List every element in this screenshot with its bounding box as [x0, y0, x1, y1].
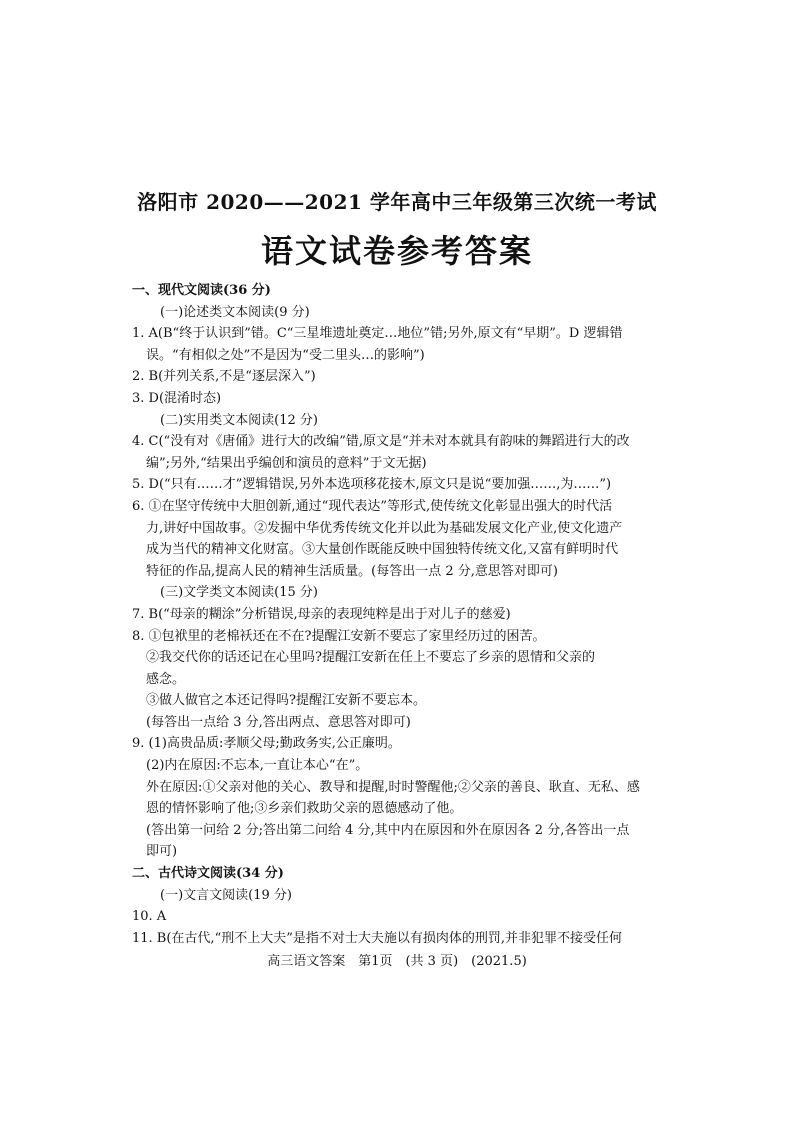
answer-line: 恩的情怀影响了他;③乡亲们救助父亲的恩德感动了他。 [146, 801, 463, 817]
answer-line: (答出第一问给 2 分;答出第二问给 4 分,其中内在原因和外在原因各 2 分,各答出一点 [146, 822, 630, 838]
answer-line: 成为当代的精神文化财富。③大量创作既能反映中国独特传统文化,又富有鲜明时代 [146, 542, 619, 558]
answer-line: 2. B(并列关系,不是“逐层深入”) [132, 369, 316, 385]
answer-line: 感念。 [146, 671, 186, 687]
exam-title: 洛阳市 2020——2021 学年高中三年级第三次统一考试 [137, 190, 657, 214]
answer-line: 即可) [146, 844, 178, 860]
answer-line: (一)论述类文本阅读(9 分) [160, 304, 310, 320]
page-footer: 高三语文答案 第1页 (共 3 页) (2021.5) [267, 954, 527, 969]
answer-line: (2)内在原因:不忘本,一直让本心“在”。 [146, 758, 369, 774]
answer-line: 1. A(B“终于认识到”错。C“三星堆遗址奠定…地位”错;另外,原文有“早期”。D 逻辑错 [132, 326, 623, 342]
answer-line: 误。“有相似之处”不是因为“受二里头…的影响”) [146, 347, 425, 363]
answer-line: 二、古代诗文阅读(34 分) [132, 866, 284, 882]
answer-key-title: 语文试卷参考答案 [260, 232, 533, 270]
answer-body [132, 280, 664, 949]
answer-line: 特征的作品,提高人民的精神生活质量。(每答出一点 2 分,意思答对即可) [146, 563, 558, 579]
answer-line: 6. ①在坚守传统中大胆创新,通过“现代表达”等形式,使传统文化彰显出强大的时代活 [132, 498, 613, 514]
answer-line: 11. B(在古代,“刑不上大夫”是指不对士大夫施以有损肉体的刑罚,并非犯罪不接受任何 [132, 930, 622, 946]
answer-line: 3. D(混淆时态) [132, 390, 222, 406]
answer-line: (二)实用类文本阅读(12 分) [160, 412, 318, 428]
answer-line: 外在原因:①父亲对他的关心、教导和提醒,时时警醒他;②父亲的善良、耿直、无私、感 [146, 779, 640, 795]
answer-line: (三)文学类文本阅读(15 分) [160, 585, 318, 601]
answer-line: ③做人做官之本还记得吗?提醒江安新不要忘本。 [146, 693, 426, 709]
answer-line: (每答出一点给 3 分,答出两点、意思答对即可) [146, 714, 411, 730]
answer-line: 5. D(“只有……才”逻辑错误,另外本选项移花接木,原文只是说“要加强……,为……”) [132, 477, 612, 493]
answer-line: 4. C(“没有对《唐俑》进行大的改编”错,原文是“并未对本就具有韵味的舞蹈进行大的改 [132, 434, 630, 450]
answer-line: 8. ①包袱里的老棉袄还在不在?提醒江安新不要忘了家里经历过的困苦。 [132, 628, 546, 644]
answer-line: (一)文言文阅读(19 分) [160, 887, 292, 903]
answer-line: 力,讲好中国故事。②发掘中华优秀传统文化并以此为基础发展文化产业,使文化遗产 [146, 520, 623, 536]
answer-line: 9. (1)高贵品质:孝顺父母;勤政务实,公正廉明。 [132, 736, 401, 752]
answer-line: 一、现代文阅读(36 分) [132, 283, 271, 298]
answer-line: 10. A [132, 909, 167, 925]
answer-line: 7. B(“母亲的糊涂”分析错误,母亲的表现纯粹是出于对儿子的慈爱) [132, 606, 511, 622]
answer-line: 编”;另外,“结果出乎编创和演员的意料”于文无据) [146, 455, 427, 471]
answer-line: ②我交代你的话还记在心里吗?提醒江安新在任上不要忘了乡亲的恩情和父亲的 [146, 650, 595, 666]
